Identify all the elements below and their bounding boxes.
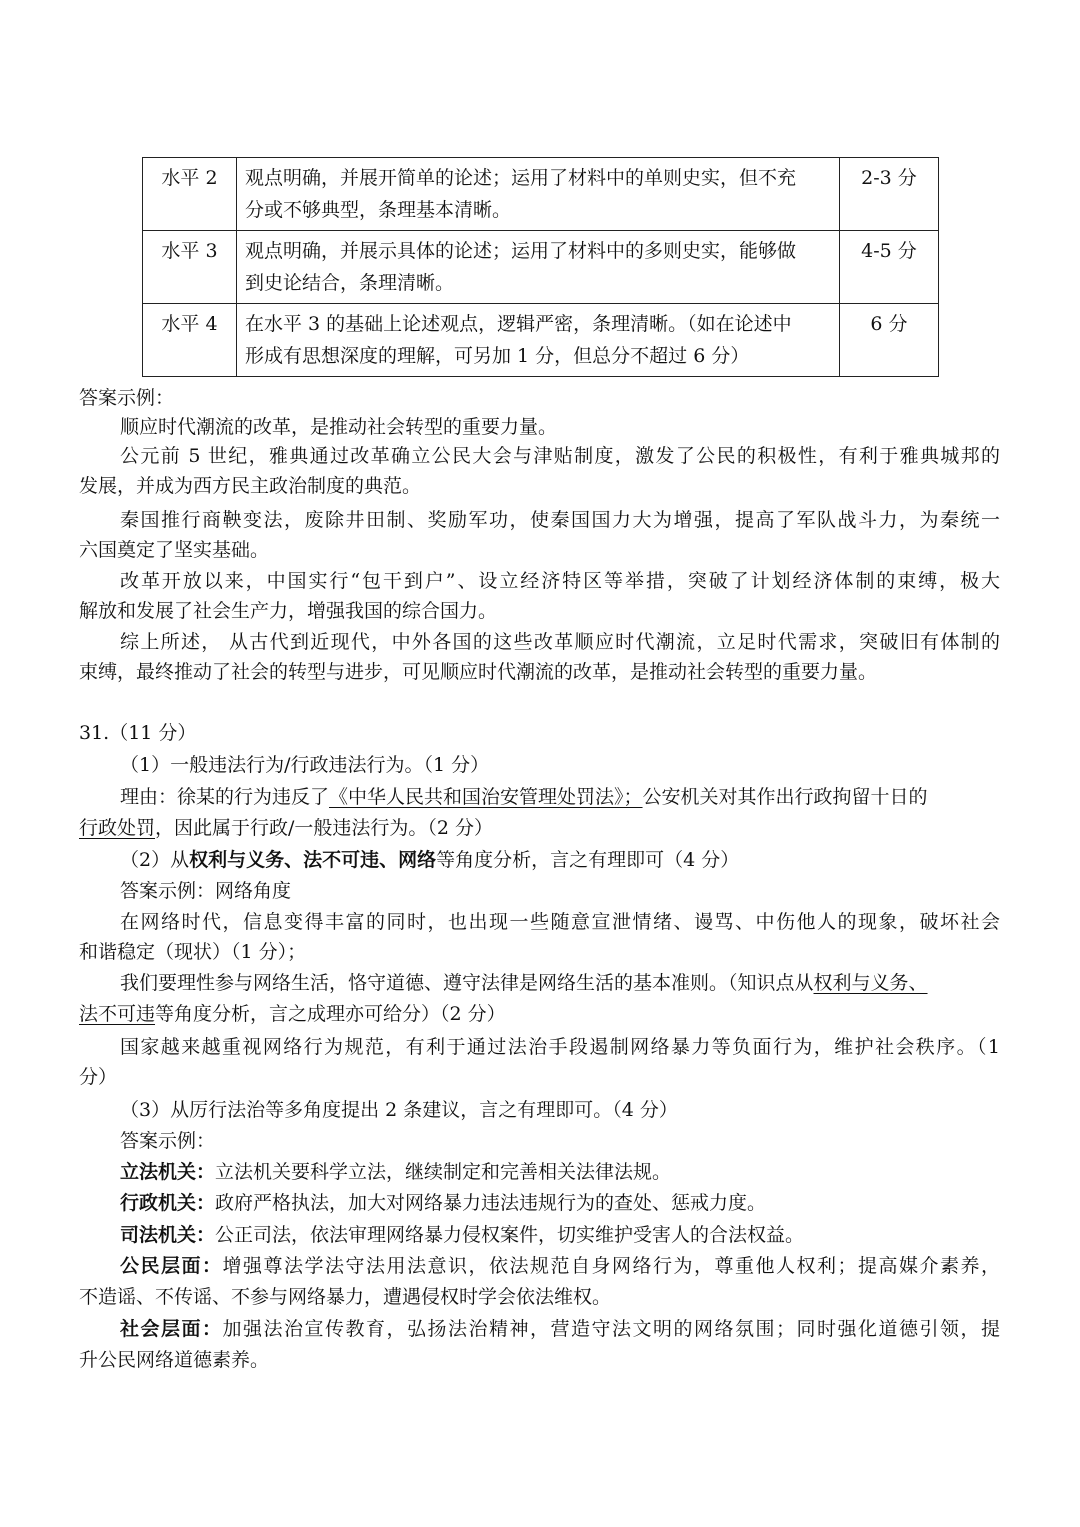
description-line: 形成有思想深度的理解，可另加 1 分，但总分不超过 6 分） — [245, 345, 750, 367]
suggestion-text: 公正司法，依法审理网络暴力侵权案件，切实维护受害人的合法权益。 — [215, 1224, 805, 1246]
knowledge-point: 权利与义务、 — [813, 972, 928, 994]
reason-line — [120, 782, 928, 812]
suggestion-label: 社会层面： — [120, 1318, 223, 1340]
suggestion-text: 加强法治宣传教育，弘扬法治精神，营造守法文明的网络氛围；同时强化道德引领，提 — [222, 1318, 1000, 1340]
description-cell — [237, 158, 840, 231]
level-cell: 水平 4 — [143, 304, 237, 377]
paragraph-line: 改革开放以来，中国实行“包干到户”、设立经济特区等举措，突破了计划经济体制的束缚，极大 — [120, 570, 1000, 592]
suggestion-label: 公民层面： — [120, 1255, 223, 1277]
paragraph-line: 公元前 5 世纪，雅典通过改革确立公民大会与津贴制度，激发了公民的积极性，有利于雅典城邦的 — [120, 445, 1000, 467]
law-name: 《中华人民共和国治安管理处罚法》； — [329, 786, 643, 808]
thesis-line: 顺应时代潮流的改革，是推动社会转型的重要力量。 — [120, 416, 558, 438]
suggestion-label: 立法机关： — [120, 1161, 216, 1183]
level-cell: 水平 3 — [143, 231, 237, 304]
reason-suffix: 公安机关对其作出行政拘留十日的 — [642, 786, 928, 808]
reason-line-2 — [79, 813, 493, 843]
example-label: 答案示例： — [120, 1130, 216, 1152]
description-line: 观点明确，并展示具体的论述；运用了材料中的多则史实，能够做 — [245, 240, 797, 262]
subquestion-3: （3）从厉行法治等多角度提出 2 条建议，言之有理即可。（4 分） — [120, 1099, 678, 1121]
scoring-rubric-table — [142, 157, 939, 377]
table-row — [143, 158, 939, 231]
paragraph-line: 综上所述， 从古代到近现代，中外各国的这些改革顺应时代潮流，立足时代需求，突破旧有体制的 — [120, 631, 1000, 653]
suggestion-society — [120, 1314, 1000, 1344]
paragraph-line: 国家越来越重视网络行为规范，有利于通过法治手段遏制网络暴力等负面行为，维护社会秩序。（1 — [120, 1036, 1000, 1058]
paragraph-line: 和谐稳定（现状）（1 分）； — [79, 941, 307, 963]
suggestion-label: 司法机关： — [120, 1224, 216, 1246]
score-cell: 6 分 — [840, 304, 939, 377]
paragraph-line: 解放和发展了社会生产力，增强我国的综合国力。 — [79, 600, 498, 622]
subquestion-2 — [120, 845, 739, 875]
paragraph-text: 我们要理性参与网络生活，恪守道德、遵守法律是网络生活的基本准则。（知识点从 — [120, 972, 814, 994]
subquestion-2-suffix: 等角度分析，言之有理即可（4 分） — [436, 849, 740, 871]
paragraph-line — [79, 999, 506, 1029]
analysis-angles: 权利与义务、法不可违、网络 — [189, 849, 437, 871]
question-header: 31.（11 分） — [79, 722, 197, 744]
paragraph-line: 秦国推行商鞅变法，废除井田制、奖励军功，使秦国国力大为增强，提高了军队战斗力，为秦统一 — [120, 509, 1000, 531]
suggestion-text: 增强尊法学法守法用法意识，依法规范自身网络行为，尊重他人权利；提高媒介素养， — [222, 1255, 1000, 1277]
level-cell: 水平 2 — [143, 158, 237, 231]
paragraph-line: 发展，并成为西方民主政治制度的典范。 — [79, 475, 422, 497]
suggestion-citizen-cont: 不造谣、不传谣、不参与网络暴力，遭遇侵权时学会依法维权。 — [79, 1286, 612, 1308]
example-label: 答案示例：网络角度 — [120, 880, 292, 902]
suggestion-text: 政府严格执法，加大对网络暴力违法违规行为的查处、惩戒力度。 — [215, 1192, 767, 1214]
suggestion-executive — [120, 1188, 766, 1218]
table-row — [143, 231, 939, 304]
example-label: 答案示例： — [79, 387, 175, 409]
reason-prefix: 理由：徐某的行为违反了 — [120, 786, 330, 808]
suggestion-legislative — [120, 1157, 671, 1187]
paragraph-line: 分） — [79, 1066, 118, 1088]
knowledge-point: 法不可违 — [79, 1003, 156, 1025]
subquestion-1: （1）一般违法行为/行政违法行为。（1 分） — [120, 754, 490, 776]
suggestion-judicial — [120, 1220, 804, 1250]
paragraph-line: 六国奠定了坚实基础。 — [79, 539, 270, 561]
score-cell: 2-3 分 — [840, 158, 939, 231]
subquestion-2-prefix: （2）从 — [120, 849, 190, 871]
paragraph-line: 在网络时代，信息变得丰富的同时，也出现一些随意宣泄情绪、谩骂、中伤他人的现象，破坏社会 — [120, 911, 1000, 933]
suggestion-citizen — [120, 1251, 1000, 1281]
paragraph-line — [120, 968, 928, 998]
suggestion-text: 立法机关要科学立法，继续制定和完善相关法律法规。 — [215, 1161, 672, 1183]
description-line: 观点明确，并展开简单的论述；运用了材料中的单则史实，但不充 — [245, 167, 797, 189]
description-line: 在水平 3 的基础上论述观点，逻辑严密，条理清晰。（如在论述中 — [245, 313, 792, 335]
description-cell — [237, 231, 840, 304]
admin-penalty: 行政处罚 — [79, 817, 156, 839]
paragraph-line: 束缚，最终推动了社会的转型与进步，可见顺应时代潮流的改革，是推动社会转型的重要力量。 — [79, 661, 878, 683]
suggestion-label: 行政机关： — [120, 1192, 216, 1214]
table-row — [143, 304, 939, 377]
score-cell: 4-5 分 — [840, 231, 939, 304]
reason-conclusion: ，因此属于行政/一般违法行为。（2 分） — [155, 817, 494, 839]
description-cell — [237, 304, 840, 377]
paragraph-text: 等角度分析，言之成理亦可给分）（2 分） — [155, 1003, 506, 1025]
description-line: 分或不够典型，条理基本清晰。 — [245, 199, 512, 221]
description-line: 到史论结合，条理清晰。 — [245, 272, 455, 294]
suggestion-society-cont: 升公民网络道德素养。 — [79, 1349, 270, 1371]
